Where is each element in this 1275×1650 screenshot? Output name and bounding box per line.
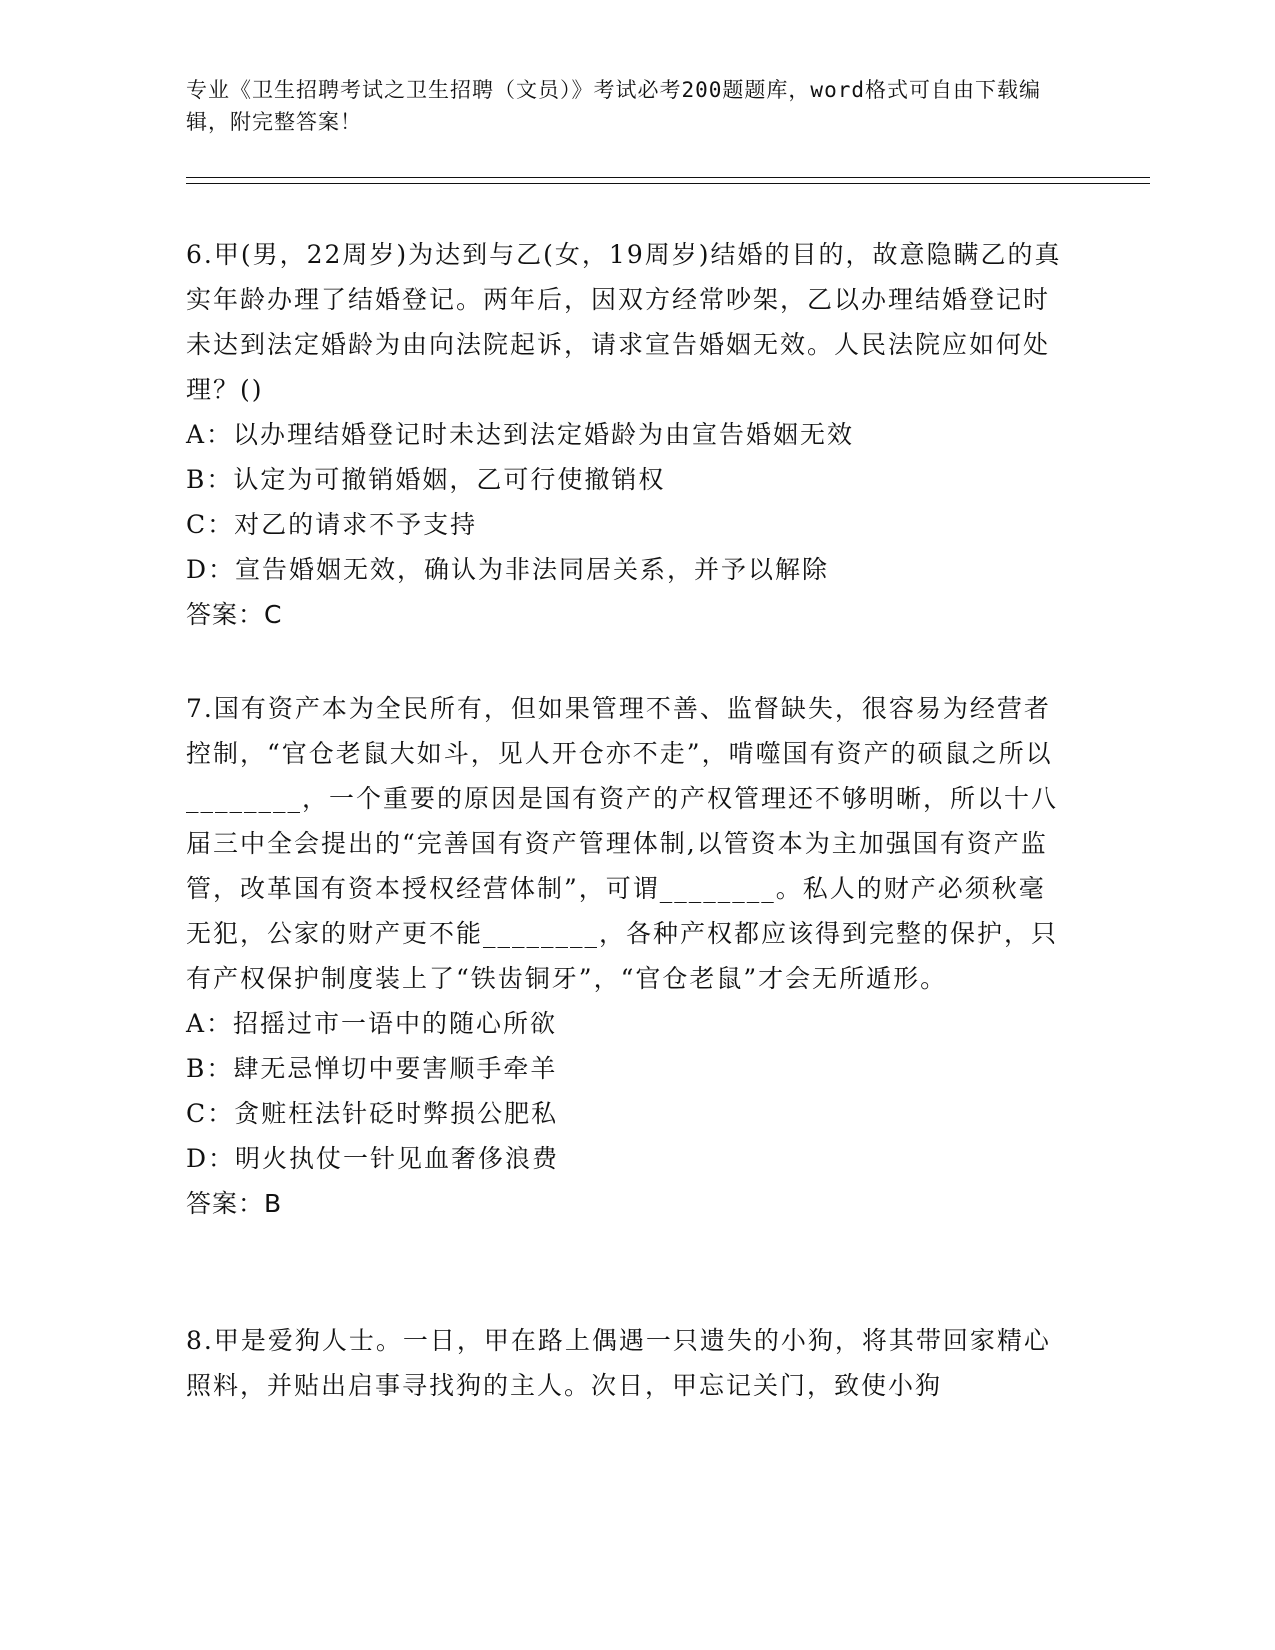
option-c: C：对乙的请求不予支持 xyxy=(186,510,478,539)
document-header: 专业《卫生招聘考试之卫生招聘（文员）》考试必考200题题库，word格式可自由下载编辑，附完整答案！ xyxy=(186,78,1041,134)
question-7 xyxy=(186,686,1066,1226)
question-stem: 8.甲是爱狗人士。一日，甲在路上偶遇一只遗失的小狗，将其带回家精心照料，并贴出启事寻找狗的主人。次日，甲忘记关门，致使小狗 xyxy=(186,1326,1051,1400)
question-6 xyxy=(186,232,1066,637)
header-divider-bottom xyxy=(186,183,1150,184)
question-stem: 6.甲(男，22周岁)为达到与乙(女，19周岁)结婚的目的，故意隐瞒乙的真实年龄办理了结婚登记。两年后，因双方经常吵架，乙以办理结婚登记时未达到法定婚龄为由向法院起诉，请求宣告婚姻无效。人民法院应如何处理？() xyxy=(186,240,1062,404)
option-a: A：招摇过市一语中的随心所欲 xyxy=(186,1009,558,1038)
answer: 答案：C xyxy=(186,600,283,629)
option-d: D：明火执仗一针见血奢侈浪费 xyxy=(186,1144,560,1173)
question-stem: 7.国有资产本为全民所有，但如果管理不善、监督缺失，很容易为经营者控制，“官仓老鼠大如斗，见人开仓亦不走”，啃噬国有资产的硕鼠之所以________，一个重要的原因是国有资产的产权管理还不够明晰，所以十八届三中全会提出的“完善国有资产管理体制,以管资本为主加强国有资产监管，改革国有资本授权经营体制”，可谓________。私人的财产必须秋毫无犯，公家的财产更不能________，各种产权都应该得到完整的保护，只有产权保护制度装上了“铁齿铜牙”，“官仓老鼠”才会无所遁形。 xyxy=(186,694,1059,993)
question-8 xyxy=(186,1318,1066,1408)
answer: 答案：B xyxy=(186,1189,283,1218)
option-b: B：肆无忌惮切中要害顺手牵羊 xyxy=(186,1054,558,1083)
option-b: B：认定为可撤销婚姻，乙可行使撤销权 xyxy=(186,465,666,494)
header-divider-top xyxy=(186,177,1150,178)
option-d: D：宣告婚姻无效，确认为非法同居关系，并予以解除 xyxy=(186,555,830,584)
option-c: C：贪赃枉法针砭时弊损公肥私 xyxy=(186,1099,559,1128)
option-a: A：以办理结婚登记时未达到法定婚龄为由宣告婚姻无效 xyxy=(186,420,855,449)
